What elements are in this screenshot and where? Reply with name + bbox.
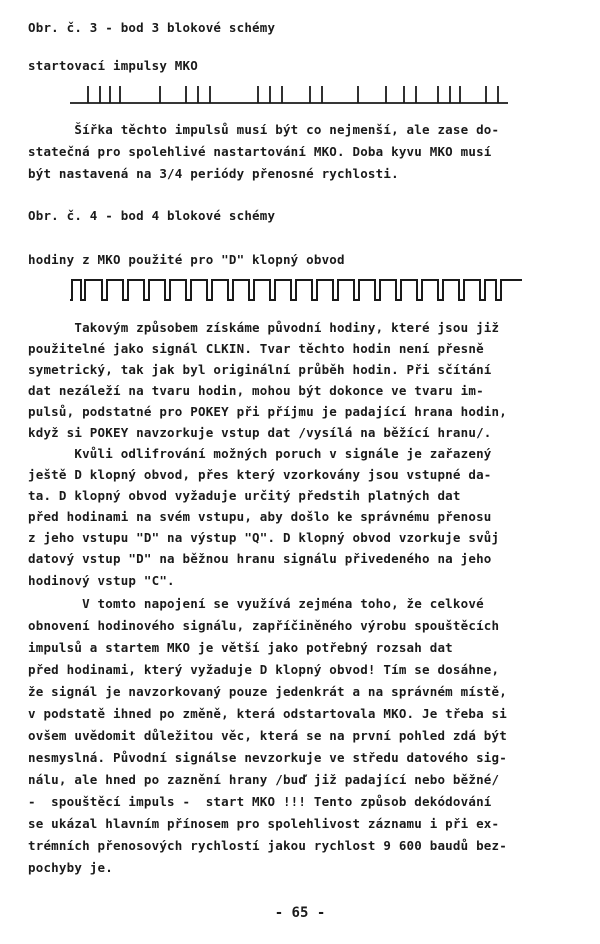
text-line: použitelné jako signál CLKIN. Tvar těchto hodin není přesně — [28, 341, 484, 356]
text-line: - spouštěcí impuls - start MKO !!! Tento způsob dekódování — [28, 794, 492, 809]
page-number: - 65 - — [274, 905, 326, 921]
text-line: ještě D klopný obvod, přes který vzorkovány jsou vstupné da- — [28, 467, 492, 482]
text-line: symetrický, tak jak byl originální průběh hodin. Při sčítání — [28, 362, 492, 377]
text-line: V tomto napojení se využívá zejména toho, že celkové — [28, 596, 484, 611]
text-line: Kvůli odlifrování možných poruch v signále je zařazený — [28, 446, 492, 461]
figure-3-heading: Obr. č. 3 - bod 3 blokové schémy — [28, 20, 276, 35]
figure-4-label: hodiny z MKO použité pro "D" klopný obvod — [28, 252, 345, 267]
text-line: ta. D klopný obvod vyžaduje určitý předstih platných dat — [28, 488, 461, 503]
text-line: dat nezáleží na tvaru hodin, mohou být dokonce ve tvaru im- — [28, 383, 484, 398]
text-line: před hodinami, který vyžaduje D klopný obvod! Tím se dosáhne, — [28, 662, 500, 677]
text-line: před hodinami na svém vstupu, aby došlo ke správnému přenosu — [28, 509, 492, 524]
text-line: v podstatě ihned po změně, která odstartovala MKO. Je třeba si — [28, 706, 507, 721]
text-line: Šířka těchto impulsů musí být co nejmenší, ale zase do- — [28, 122, 500, 137]
text-line: se ukázal hlavním přínosem pro spolehlivost záznamu i při ex- — [28, 816, 500, 831]
text-line: nesmyslná. Původní signálse nevzorkuje ve středu datového sig- — [28, 750, 507, 765]
text-line: být nastavená na 3/4 periódy přenosné rychlosti. — [28, 166, 399, 181]
text-line: nálu, ale hned po zaznění hrany /buď již padající nebo běžné/ — [28, 772, 500, 787]
text-line: pochyby je. — [28, 860, 113, 875]
text-line: hodinový vstup "C". — [28, 573, 175, 588]
figure-3-label: startovací impulsy MKO — [28, 58, 198, 73]
text-line: ovšem uvědomit důležitou věc, která se na první pohled zdá být — [28, 728, 507, 743]
text-line: impulsů a startem MKO je větší jako potřebný rozsah dat — [28, 640, 453, 655]
mko-clock-waveform — [70, 277, 525, 303]
text-line: trémních přenosových rychlostí jakou rychlost 9 600 baudů bez- — [28, 838, 507, 853]
text-line: statečná pro spolehlivé nastartování MKO. Doba kyvu MKO musí — [28, 144, 492, 159]
text-line: z jeho vstupu "D" na výstup "Q". D klopný obvod vzorkuje svůj — [28, 530, 500, 545]
text-line: Takovým způsobem získáme původní hodiny, které jsou již — [28, 320, 500, 335]
text-line: že signál je navzorkovaný pouze jedenkrát a na správném místě, — [28, 684, 507, 699]
start-pulses-waveform — [70, 83, 510, 105]
text-line: obnovení hodinového signálu, zapříčiněného výrobu spouštěcích — [28, 618, 500, 633]
text-line: když si POKEY navzorkuje vstup dat /vysílá na běžící hranu/. — [28, 425, 492, 440]
text-line: pulsů, podstatné pro POKEY při příjmu je padající hrana hodin, — [28, 404, 507, 419]
figure-4-heading: Obr. č. 4 - bod 4 blokové schémy — [28, 208, 276, 223]
text-line: datový vstup "D" na běžnou hranu signálu přivedeného na jeho — [28, 551, 492, 566]
